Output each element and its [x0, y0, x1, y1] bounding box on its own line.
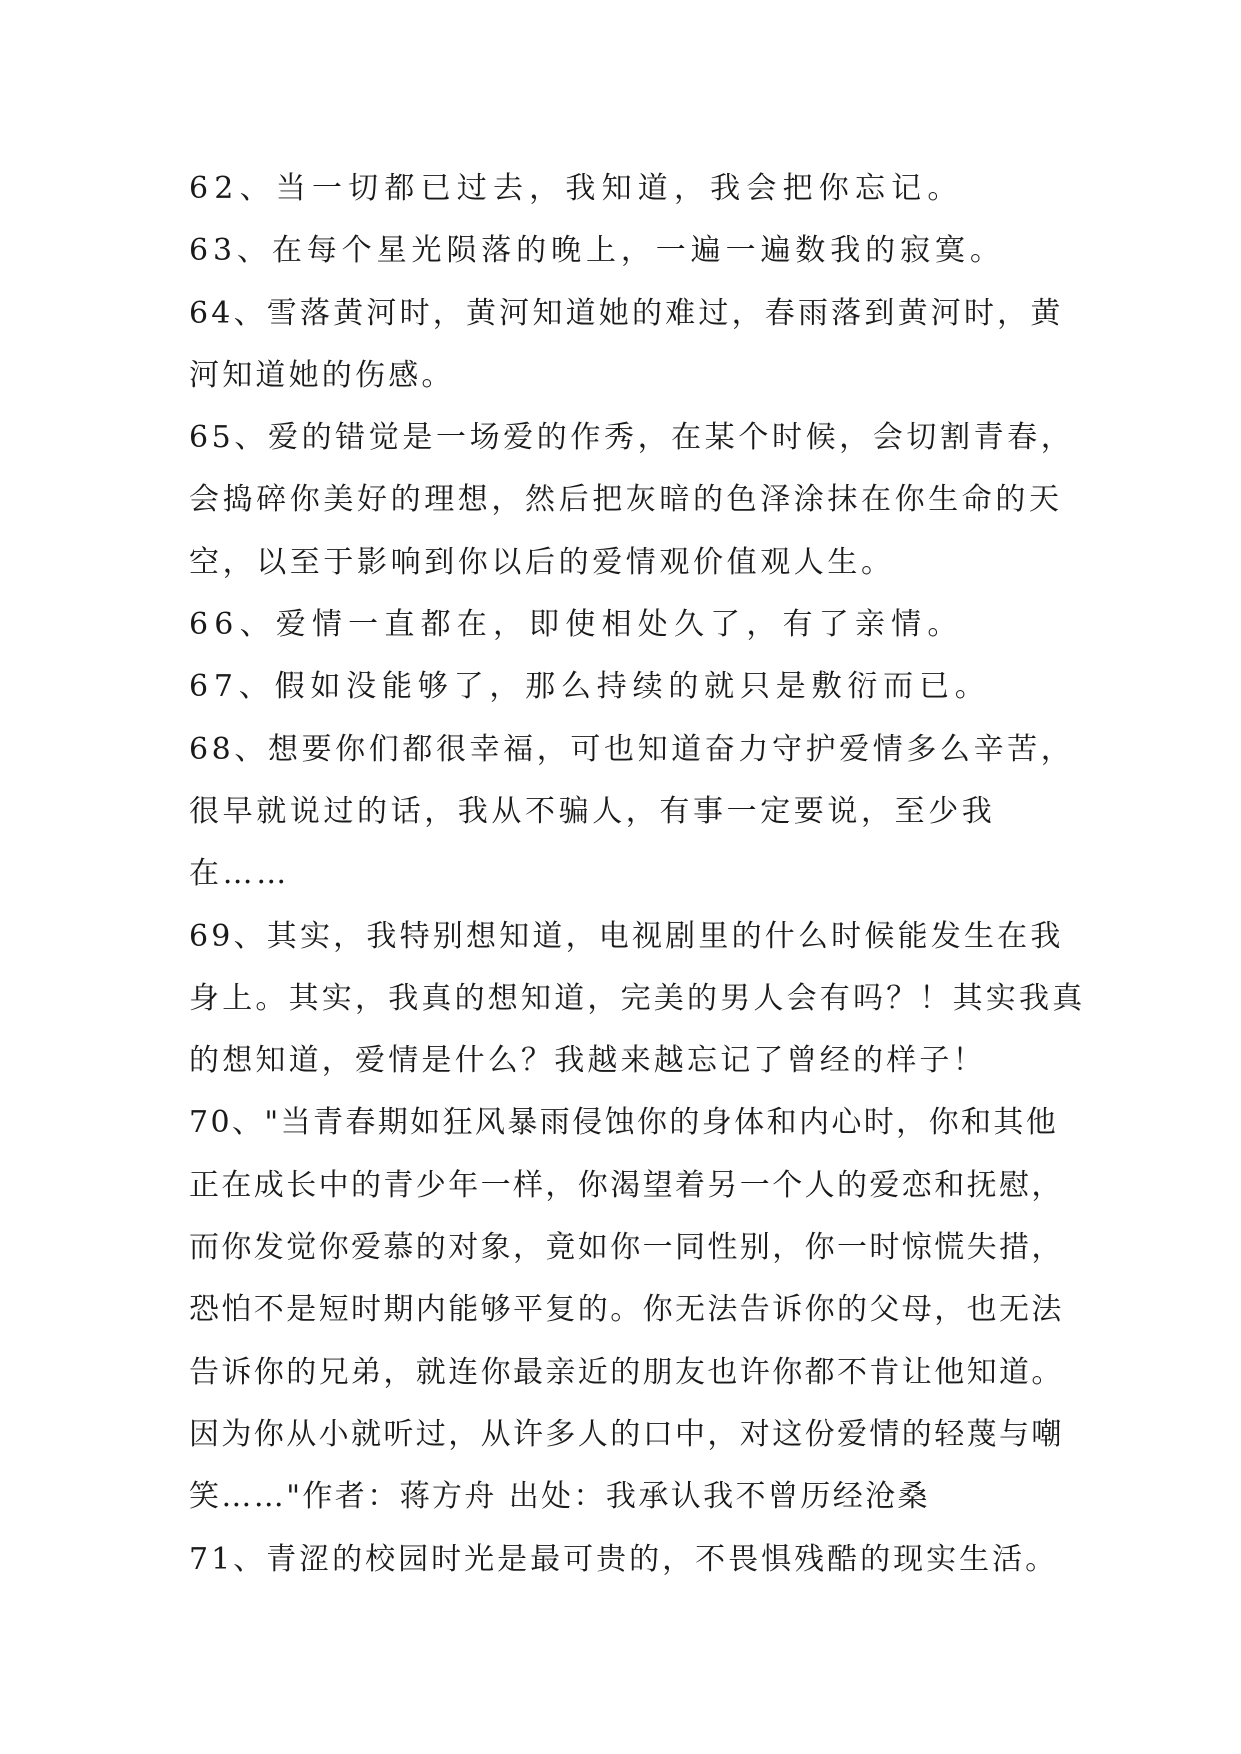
paragraph-64: 64、雪落黄河时，黄河知道她的难过，春雨落到黄河时，黄河知道她的伤感。: [189, 295, 1064, 393]
document-body: [189, 158, 1089, 1591]
paragraph-66: 66、爱情一直都在，即使相处久了，有了亲情。: [189, 607, 964, 643]
paragraph-68: 68、想要你们都很幸福，可也知道奋力守护爱情多么辛苦，很早就说过的话，我从不骗人，有事一定要说，至少我在……: [189, 731, 1075, 892]
paragraph-62: 62、当一切都已过去，我知道，我会把你忘记。: [189, 171, 964, 206]
paragraph-71: 71、青涩的校园时光是最可贵的，不畏惧残酷的现实生活。: [189, 1541, 1059, 1577]
paragraph-65: 65、爱的错觉是一场爱的作秀，在某个时候，会切割青春，会捣碎你美好的理想，然后把灰暗的色泽涂抹在你生命的天空，以至于影响到你以后的爱情观价值观人生。: [189, 420, 1075, 580]
paragraph-69: 69、其实，我特别想知道，电视剧里的什么时候能发生在我身上。其实，我真的想知道，完美的男人会有吗？！其实我真的想知道，爱情是什么？我越来越忘记了曾经的样子！: [189, 918, 1086, 1079]
paragraph-70: 70、"当青春期如狂风暴雨侵蚀你的身体和内心时，你和其他正在成长中的青少年一样，你渴望着另一个人的爱恋和抚慰，而你发觉你爱慕的对象，竟如你一同性别，你一时惊慌失措，恐怕不是短时期内能够平复的。你无法告诉你的父母，也无法告诉你的兄弟，就连你最亲近的朋友也许你都不肯让他知道。因为你从小就听过，从许多人的口中，对这份爱情的轻蔑与嘲笑……"作者：蒋方舟 出处：我承认我不曾历经沧桑: [189, 1105, 1064, 1515]
paragraph-63: 63、在每个星光陨落的晚上，一遍一遍数我的寂寞。: [189, 233, 1005, 269]
paragraph-67: 67、假如没能够了，那么持续的就只是敷衍而已。: [189, 669, 991, 705]
